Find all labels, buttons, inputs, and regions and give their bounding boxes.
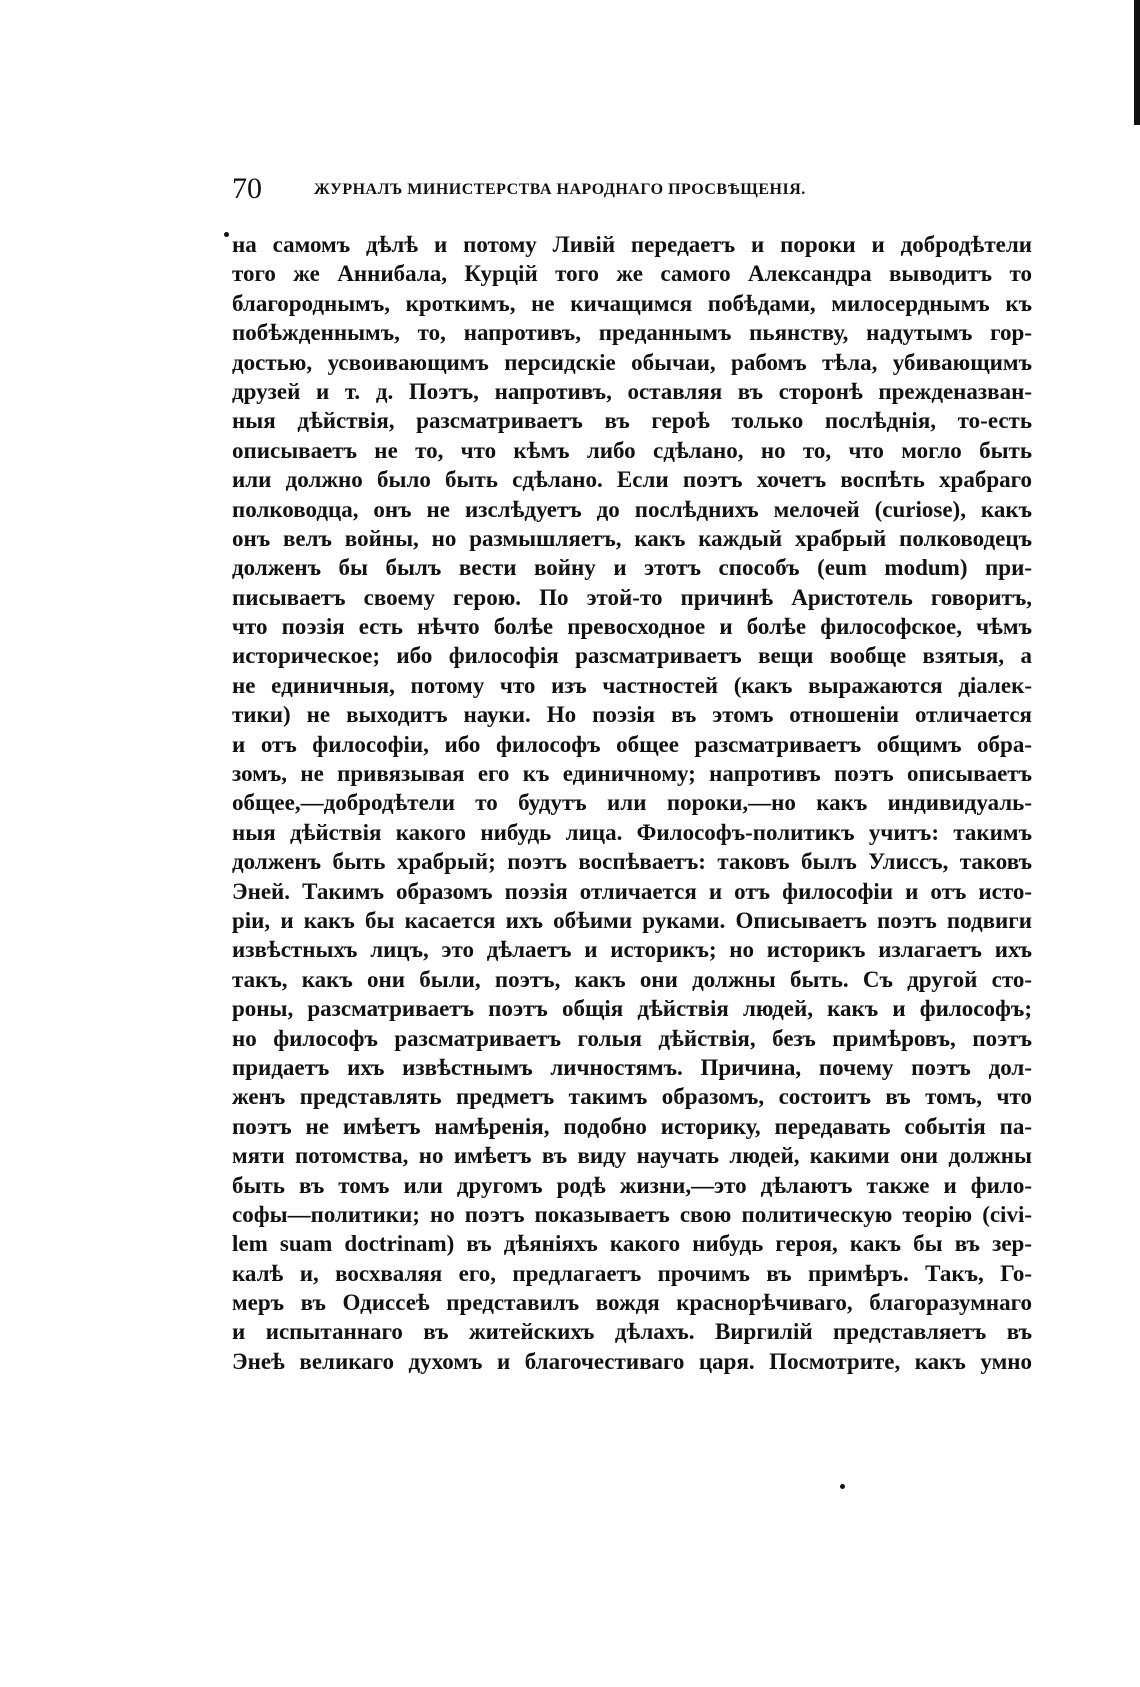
text-line: достью, усвоивающимъ персидскіе обычаи, рабомъ тѣла, убивающимъ (232, 349, 1032, 375)
text-line: и отъ философіи, ибо философъ общее разсматриваетъ общимъ обра- (232, 731, 1032, 757)
text-line: ріи, и какъ бы касается ихъ обѣими руками. Описываетъ поэтъ подвиги (232, 907, 1032, 933)
text-line: ныя дѣйствія какого нибудь лица. Философъ-политикъ учитъ: такимъ (232, 819, 1032, 845)
text-line: благороднымъ, кроткимъ, не кичащимся побѣдами, милосерднымъ къ (232, 290, 1032, 316)
text-line: общее,—добродѣтели то будутъ или пороки,—но какъ индивидуаль- (232, 790, 1032, 816)
page-number: 70 (232, 172, 262, 205)
text-line: зомъ, не привязывая его къ единичному; напротивъ поэтъ описываетъ (232, 761, 1032, 787)
text-line: но философъ разсматриваетъ голыя дѣйствія, безъ примѣровъ, поэтъ (232, 1025, 1032, 1051)
text-line: поэтъ не имѣетъ намѣренія, подобно историку, передавать событія па- (232, 1113, 1032, 1139)
text-line: тики) не выходитъ науки. Но поэзія въ этомъ отношеніи отличается (232, 702, 1032, 728)
text-line: полководца, онъ не изслѣдуетъ до послѣднихъ мелочей (curiose), какъ (232, 496, 1032, 522)
text-line: быть въ томъ или другомъ родѣ жизни,—это дѣлаютъ также и фило- (232, 1172, 1032, 1198)
text-line: того же Аннибала, Курцій того же самого Александра выводитъ то (232, 261, 1032, 287)
text-line: Энеѣ великаго духомъ и благочестиваго царя. Посмотрите, какъ умно (232, 1348, 1032, 1374)
text-line: мяти потомства, но имѣетъ въ виду научать людей, какими они должны (232, 1143, 1032, 1169)
text-line: онъ велъ войны, но размышляетъ, какъ каждый храбрый полководецъ (232, 525, 1032, 551)
text-line: и испытаннаго въ житейскихъ дѣлахъ. Виргилій представляетъ въ (232, 1319, 1032, 1345)
book-page (232, 172, 1032, 1376)
scan-speck-mark (840, 1484, 845, 1489)
text-line: ныя дѣйствія, разсматриваетъ въ героѣ только послѣднія, то-есть (232, 408, 1032, 434)
text-line: софы—политики; но поэтъ показываетъ свою политическую теорію (civi- (232, 1201, 1032, 1227)
scan-speck-mark (224, 232, 229, 237)
text-line: не единичныя, потому что изъ частностей (какъ выражаются діалек- (232, 672, 1032, 698)
text-line: друзей и т. д. Поэтъ, напротивъ, оставляя въ сторонѣ прежденазван- (232, 378, 1032, 404)
text-line: роны, разсматриваетъ поэтъ общія дѣйствія людей, какъ и философъ; (232, 996, 1032, 1022)
text-line: что поэзія есть нѣчто болѣе превосходное и болѣе философское, чѣмъ (232, 614, 1032, 640)
text-line: такъ, какъ они были, поэтъ, какъ они должны быть. Съ другой сто- (232, 966, 1032, 992)
text-line: калѣ и, восхваляя его, предлагаетъ прочимъ въ примѣръ. Такъ, Го- (232, 1260, 1032, 1286)
scan-edge-mark (1134, 0, 1140, 125)
text-line: меръ въ Одиссеѣ представилъ вождя краснорѣчиваго, благоразумнаго (232, 1290, 1032, 1316)
text-line: историческое; ибо философія разсматриваетъ вещи вообще взятыя, а (232, 643, 1032, 669)
text-line: на самомъ дѣлѣ и потому Ливій передаетъ и пороки и добродѣтели (232, 232, 1032, 257)
text-line: описываетъ не то, что кѣмъ либо сдѣлано, но то, что могло быть (232, 437, 1032, 463)
text-line: долженъ бы былъ вести войну и этотъ способъ (eum modum) при- (232, 555, 1032, 581)
text-line: женъ представлять предметъ такимъ образомъ, состоитъ въ томъ, что (232, 1084, 1032, 1110)
text-line: придаетъ ихъ извѣстнымъ личностямъ. Причина, почему поэтъ дол- (232, 1054, 1032, 1080)
text-line: извѣстныхъ лицъ, это дѣлаетъ и историкъ; но историкъ излагаетъ ихъ (232, 937, 1032, 963)
text-line: побѣжденнымъ, то, напротивъ, преданнымъ пьянству, надутымъ гор- (232, 320, 1032, 346)
text-line: писываетъ своему герою. По этой-то причинѣ Аристотель говоритъ, (232, 584, 1032, 610)
running-head: ЖУРНАЛЪ МИНИСТЕРСТВА НАРОДНАГО ПРОСВѢЩЕНІЯ. (314, 181, 806, 198)
text-line: долженъ быть храбрый; поэтъ воспѣваетъ: таковъ былъ Улиссъ, таковъ (232, 849, 1032, 875)
body-text (232, 230, 1032, 1376)
text-line: lem suam doctrinam) въ дѣяніяхъ какого нибудь героя, какъ бы въ зер- (232, 1231, 1032, 1257)
page-header (232, 172, 1032, 216)
text-line: или должно было быть сдѣлано. Если поэтъ хочетъ воспѣть храбраго (232, 467, 1032, 493)
text-line: Эней. Такимъ образомъ поэзія отличается и отъ философіи и отъ исто- (232, 878, 1032, 904)
